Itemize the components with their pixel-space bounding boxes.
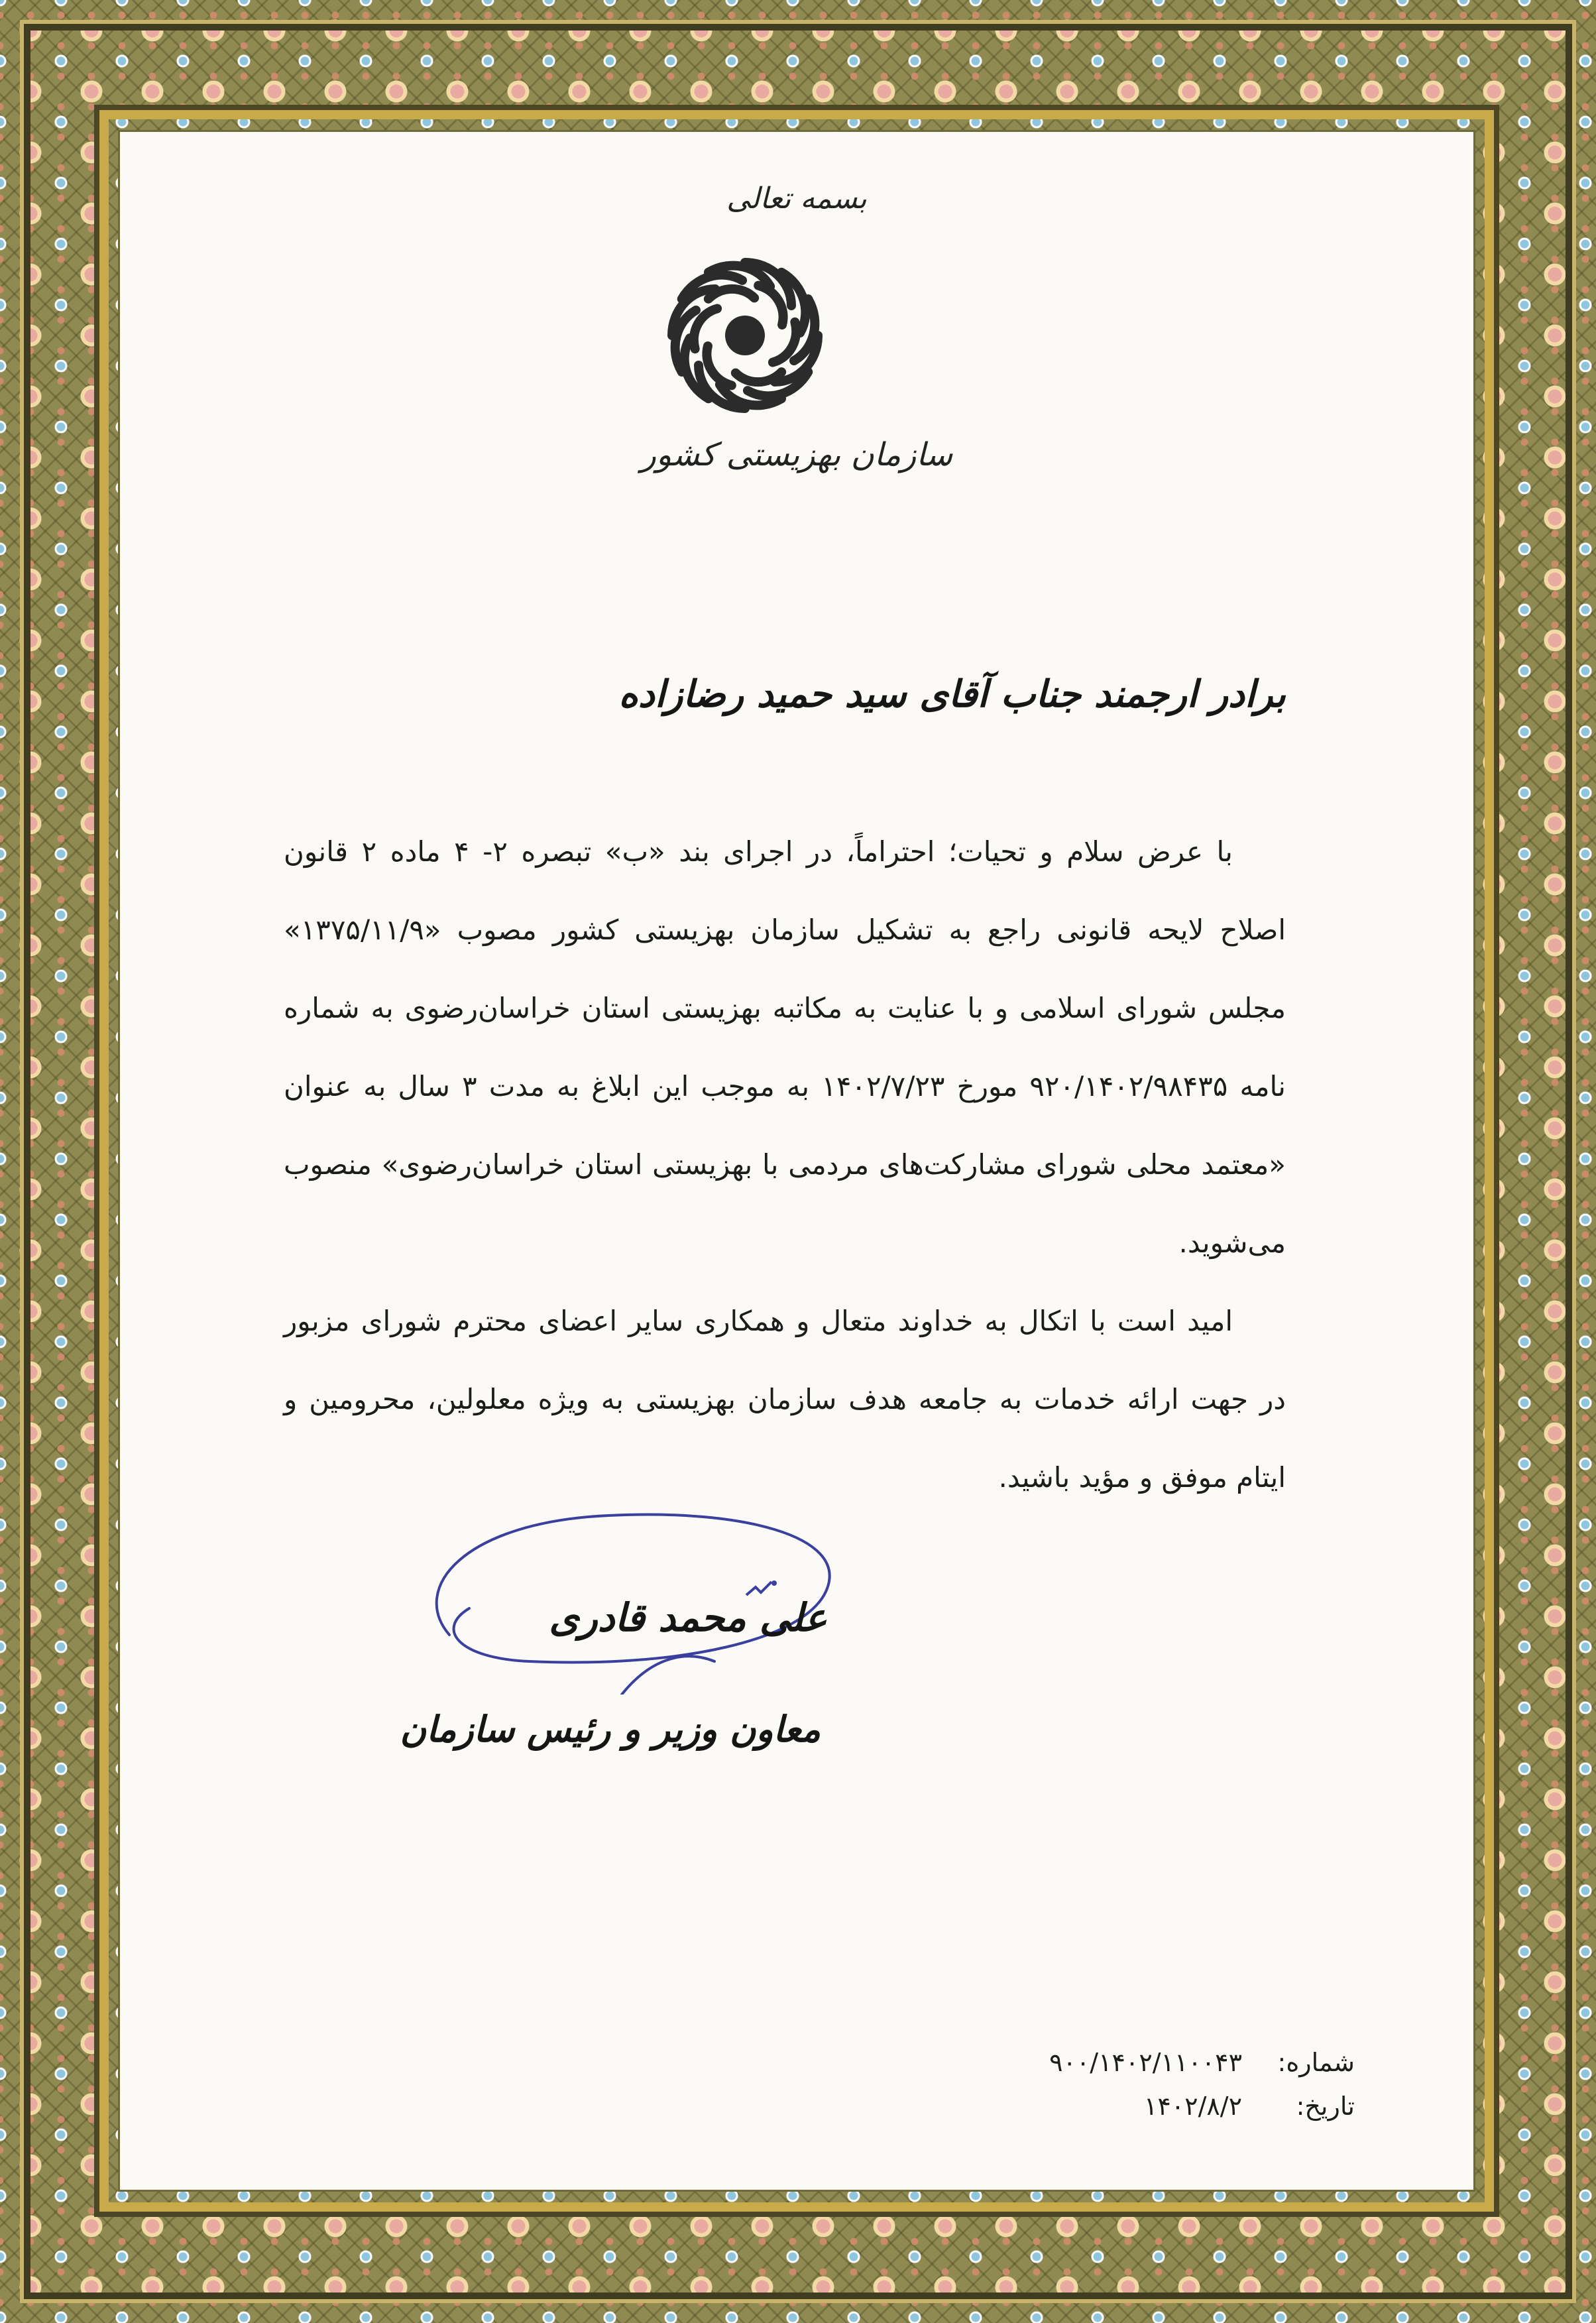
letter-body — [284, 813, 1286, 1517]
reference-date-value: ۱۴۰۲/۸/۲ — [1143, 2092, 1242, 2121]
body-paragraph-2: امید است با اتکال به خداوند متعال و همکاری سایر اعضای محترم شورای مزبور در جهت ارائه خدمات به جامعه هدف سازمان بهزیستی به ویژه معلولین، محرومین و ایتام موفق و مؤید باشید. — [284, 1305, 1286, 1494]
basmala-heading: بسمه تعالی — [726, 182, 867, 215]
reference-date-row — [1049, 2084, 1355, 2128]
organization-name: سازمان بهزیستی کشور — [640, 436, 953, 473]
reference-date-label: تاریخ: — [1296, 2092, 1355, 2121]
signer-title: معاون وزیر و رئیس سازمان — [400, 1708, 821, 1750]
reference-block — [1049, 2041, 1355, 2128]
salutation-line: برادر ارجمند جناب آقای سید حمید رضازاده — [618, 672, 1286, 716]
reference-number-value: ۹۰۰/۱۴۰۲/۱۱۰۰۴۳ — [1049, 2048, 1242, 2077]
body-paragraph-1: با عرض سلام و تحیات؛ احتراماً، در اجرای بند «ب» تبصره ۲- ۴ ماده ۲ قانون اصلاح لایحه قانونی راجع به تشکیل سازمان بهزیستی کشور مصوب «۱۳۷۵/۱۱/۹» مجلس شورای اسلامی و با عنایت به مکاتبه بهزیستی استان خراسان‌رضوی به شماره نامه ۹۲۰/۱۴۰۲/۹۸۴۳۵ مورخ ۱۴۰۲/۷/۲۳ به موجب این ابلاغ به مدت ۳ سال به عنوان «معتمد محلی شورای مشارکت‌های مردمی با بهزیستی استان خراسان‌رضوی» منصوب می‌شوید. — [284, 835, 1286, 1259]
signer-name: علی محمد قادری — [549, 1595, 827, 1640]
organization-logo-icon — [659, 249, 831, 422]
reference-number-row — [1049, 2041, 1355, 2084]
signature-block — [370, 1496, 874, 1774]
ink-mark-icon — [741, 1575, 781, 1602]
reference-number-label: شماره: — [1277, 2048, 1355, 2077]
letter-paper — [118, 130, 1475, 2192]
